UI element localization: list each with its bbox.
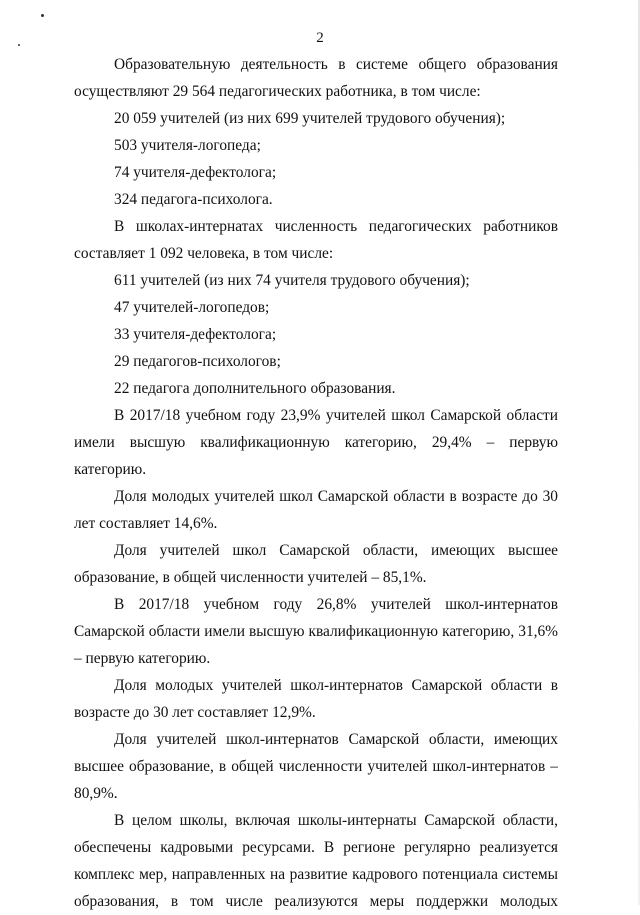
paragraph-school-qualification: В 2017/18 учебном году 23,9% учителей школ Самарской области имели высшую квалификационную категорию, 29,4% – первую категорию. <box>74 407 558 478</box>
list-item-defectologists: 74 учителя-дефектолога; <box>114 164 277 181</box>
list-item-boarding-psychologists: 29 педагогов-психологов; <box>114 353 281 370</box>
list-item-psychologists: 324 педагога-психолога. <box>114 191 273 208</box>
page-number: 2 <box>316 30 324 46</box>
list-item-boarding-speech-therapists: 47 учителей-логопедов; <box>114 299 270 316</box>
paragraph-staffing-summary: В целом школы, включая школы-интернаты Самарской области, обеспечены кадровыми ресурсами. В регионе регулярно реализуется комплекс мер, направленных на развитие кадрового потенциала системы образования, в том числе реализуются меры поддержки молодых <box>74 812 558 910</box>
paragraph-boarding-young-teachers: Доля молодых учителей школ-интернатов Самарской области в возрасте до 30 лет составляет 12,9%. <box>74 677 558 721</box>
scan-speck <box>18 44 20 46</box>
paragraph-boarding-qualification: В 2017/18 учебном году 26,8% учителей школ-интернатов Самарской области имели высшую квалификационную категорию, 31,6% – первую категорию. <box>74 596 558 667</box>
list-item-boarding-defectologists: 33 учителя-дефектолога; <box>114 326 277 343</box>
document-body <box>74 51 558 915</box>
paragraph-school-higher-education: Доля учителей школ Самарской области, имеющих высшее образование, в общей численности учителей – 85,1%. <box>74 542 558 586</box>
paragraph-school-young-teachers: Доля молодых учителей школ Самарской области в возрасте до 30 лет составляет 14,6%. <box>74 488 558 532</box>
list-item-boarding-teachers: 611 учителей (из них 74 учителя трудового обучения); <box>114 272 470 289</box>
list-item-speech-therapists: 503 учителя-логопеда; <box>114 137 261 154</box>
paragraph-boarding-staff: В школах-интернатах численность педагогических работников составляет 1 092 человека, в том числе: <box>74 218 558 262</box>
paragraph-staff-total: Образовательную деятельность в системе общего образования осуществляют 29 564 педагогических работника, в том числе: <box>74 56 558 100</box>
list-item-boarding-additional-ed: 22 педагога дополнительного образования. <box>114 380 396 397</box>
list-item-teachers: 20 059 учителей (из них 699 учителей трудового обучения); <box>114 110 506 127</box>
scan-speck <box>41 14 44 17</box>
paragraph-boarding-higher-education: Доля учителей школ-интернатов Самарской области, имеющих высшее образование, в общей численности учителей школ-интернатов – 80,9%. <box>74 731 558 802</box>
